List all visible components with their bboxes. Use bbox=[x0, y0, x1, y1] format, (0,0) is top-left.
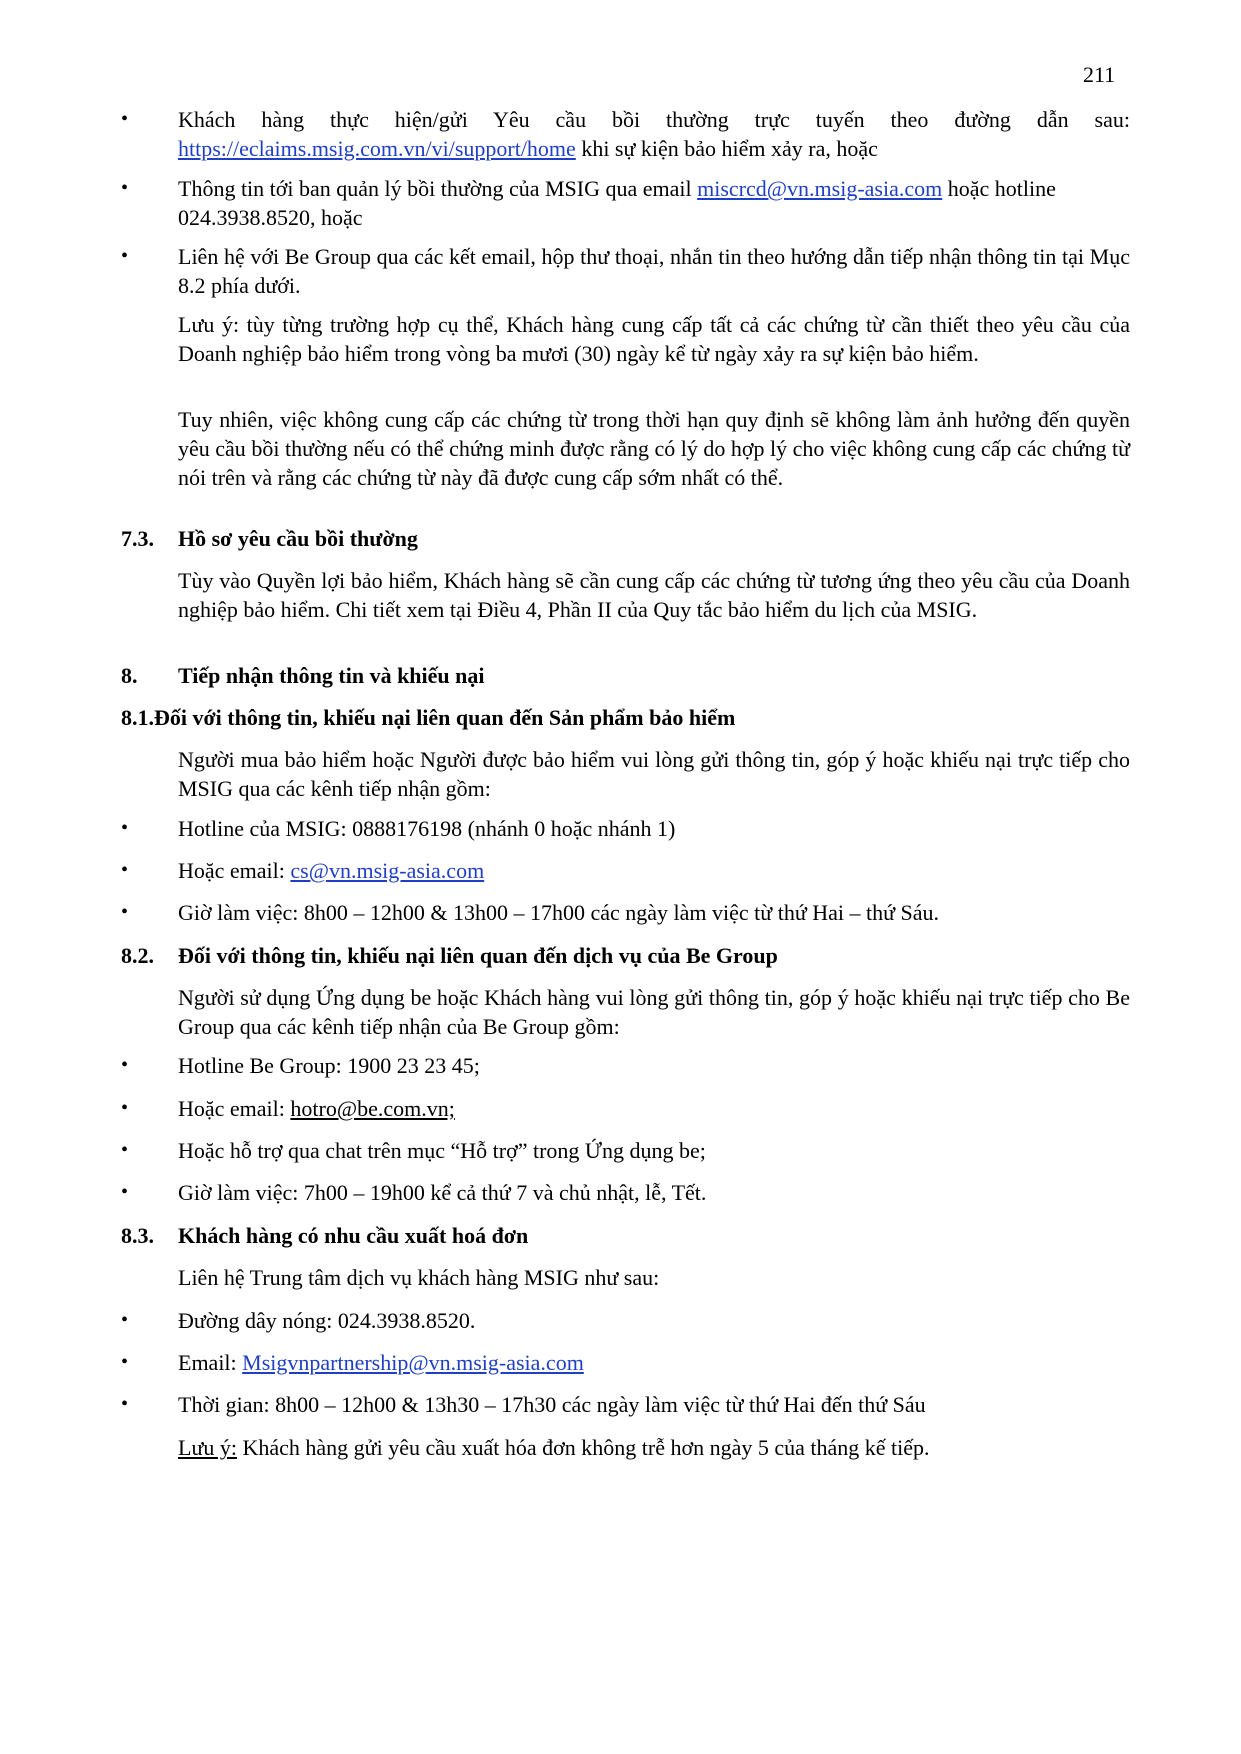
section-8-1-intro: Người mua bảo hiểm hoặc Người được bảo hiểm vui lòng gửi thông tin, góp ý hoặc khiếu nại trực tiếp cho MSIG qua các kênh tiếp nhận gồm: bbox=[178, 747, 1130, 801]
invoice-hotline-item: Đường dây nóng: 024.3938.8520. bbox=[178, 1308, 476, 1333]
invoice-note-text: Khách hàng gửi yêu cầu xuất hóa đơn không trễ hơn ngày 5 của tháng kế tiếp. bbox=[236, 1435, 930, 1460]
section-8-3-number: 8.3. bbox=[121, 1223, 154, 1248]
bullet: • bbox=[121, 1309, 129, 1331]
msig-email-item bbox=[178, 856, 1130, 885]
eclaims-link[interactable]: https://eclaims.msig.com.vn/vi/support/home bbox=[178, 136, 576, 161]
section-7-3-number: 7.3. bbox=[121, 526, 154, 551]
invoice-email-item bbox=[178, 1348, 1130, 1377]
claim-online-tail: khi sự kiện bảo hiểm xảy ra, hoặc bbox=[575, 136, 878, 161]
claim-online-text: Khách hàng thực hiện/gửi Yêu cầu bồi thường trực tuyến theo đường dẫn sau: bbox=[178, 107, 1130, 132]
invoice-note bbox=[178, 1433, 1130, 1462]
begroup-email-label: Hoặc email: bbox=[178, 1096, 291, 1121]
section-8-title: Tiếp nhận thông tin và khiếu nại bbox=[178, 663, 485, 688]
bullet: • bbox=[121, 1139, 129, 1161]
invoice-note-label: Lưu ý: bbox=[178, 1435, 237, 1460]
bullet: • bbox=[121, 245, 129, 267]
msig-hotline-item: Hotline của MSIG: 0888176198 (nhánh 0 hoặc nhánh 1) bbox=[178, 816, 676, 841]
page-number: 211 bbox=[1083, 62, 1116, 87]
section-8-2-intro: Người sử dụng Ứng dụng be hoặc Khách hàng vui lòng gửi thông tin, góp ý hoặc khiếu nại trực tiếp cho Be Group qua các kênh tiếp nhận của Be Group gồm: bbox=[178, 985, 1130, 1039]
claim-online-item bbox=[178, 105, 1130, 163]
claim-email-tail: hoặc hotline 024.3938.8520, hoặc bbox=[178, 176, 1056, 230]
bullet: • bbox=[121, 1097, 129, 1119]
section-8-1-title: 8.1.Đối với thông tin, khiếu nại liên quan đến Sản phẩm bảo hiểm bbox=[121, 705, 736, 730]
bullet: • bbox=[121, 817, 129, 839]
bullet: • bbox=[121, 1181, 129, 1203]
claims-however-paragraph: Tuy nhiên, việc không cung cấp các chứng từ trong thời hạn quy định sẽ không làm ảnh hưởng đến quyền yêu cầu bồi thường nếu có thể chứng minh được rằng có lý do hợp lý cho việc không cung cấp các chứng từ nói trên và rằng các chứng từ này đã được cung cấp sớm nhất có thể. bbox=[178, 407, 1130, 490]
bullet: • bbox=[121, 108, 129, 130]
section-8-2-title: Đối với thông tin, khiếu nại liên quan đến dịch vụ của Be Group bbox=[178, 943, 778, 968]
claims-email-link[interactable]: miscrcd@vn.msig-asia.com bbox=[697, 176, 943, 201]
claim-email-item bbox=[178, 174, 1130, 232]
section-7-3-title: Hồ sơ yêu cầu bồi thường bbox=[178, 526, 418, 551]
bullet: • bbox=[121, 177, 129, 199]
msig-cs-email-link[interactable]: cs@vn.msig-asia.com bbox=[290, 858, 485, 883]
begroup-chat-item: Hoặc hỗ trợ qua chat trên mục “Hỗ trợ” trong Ứng dụng be; bbox=[178, 1138, 706, 1163]
bullet: • bbox=[121, 901, 129, 923]
section-7-3-text: Tùy vào Quyền lợi bảo hiểm, Khách hàng sẽ cần cung cấp các chứng từ tương ứng theo yêu cầu của Doanh nghiệp bảo hiểm. Chi tiết xem tại Điều 4, Phần II của Quy tắc bảo hiểm du lịch của MSIG. bbox=[178, 568, 1130, 622]
section-8-3-title: Khách hàng có nhu cầu xuất hoá đơn bbox=[178, 1223, 529, 1248]
msig-hours-item: Giờ làm việc: 8h00 – 12h00 & 13h00 – 17h00 các ngày làm việc từ thứ Hai – thứ Sáu. bbox=[178, 900, 940, 925]
claim-begroup-item: Liên hệ với Be Group qua các kết email, hộp thư thoại, nhắn tin theo hướng dẫn tiếp nhận thông tin tại Mục 8.2 phía dưới. bbox=[178, 244, 1130, 298]
invoice-time-item: Thời gian: 8h00 – 12h00 & 13h30 – 17h30 các ngày làm việc từ thứ Hai đến thứ Sáu bbox=[178, 1392, 926, 1417]
bullet: • bbox=[121, 859, 129, 881]
begroup-hours-item: Giờ làm việc: 7h00 – 19h00 kể cả thứ 7 và chủ nhật, lễ, Tết. bbox=[178, 1180, 707, 1205]
section-8-number: 8. bbox=[121, 663, 138, 688]
bullet: • bbox=[121, 1054, 129, 1076]
section-8-3-intro: Liên hệ Trung tâm dịch vụ khách hàng MSIG như sau: bbox=[178, 1265, 660, 1290]
section-8-2-number: 8.2. bbox=[121, 943, 154, 968]
begroup-hotline-item: Hotline Be Group: 1900 23 23 45; bbox=[178, 1053, 480, 1078]
bullet: • bbox=[121, 1351, 129, 1373]
bullet: • bbox=[121, 1393, 129, 1415]
msig-email-label: Hoặc email: bbox=[178, 858, 291, 883]
begroup-email-item bbox=[178, 1094, 1130, 1123]
invoice-email-link[interactable]: Msigvnpartnership@vn.msig-asia.com bbox=[242, 1350, 584, 1375]
begroup-email-text[interactable]: hotro@be.com.vn; bbox=[290, 1096, 455, 1121]
claim-email-text: Thông tin tới ban quản lý bồi thường của MSIG qua email bbox=[178, 176, 698, 201]
invoice-email-label: Email: bbox=[178, 1350, 243, 1375]
claims-note-paragraph: Lưu ý: tùy từng trường hợp cụ thể, Khách hàng cung cấp tất cả các chứng từ cần thiết theo yêu cầu của Doanh nghiệp bảo hiểm trong vòng ba mươi (30) ngày kể từ ngày xảy ra sự kiện bảo hiểm. bbox=[178, 312, 1130, 366]
